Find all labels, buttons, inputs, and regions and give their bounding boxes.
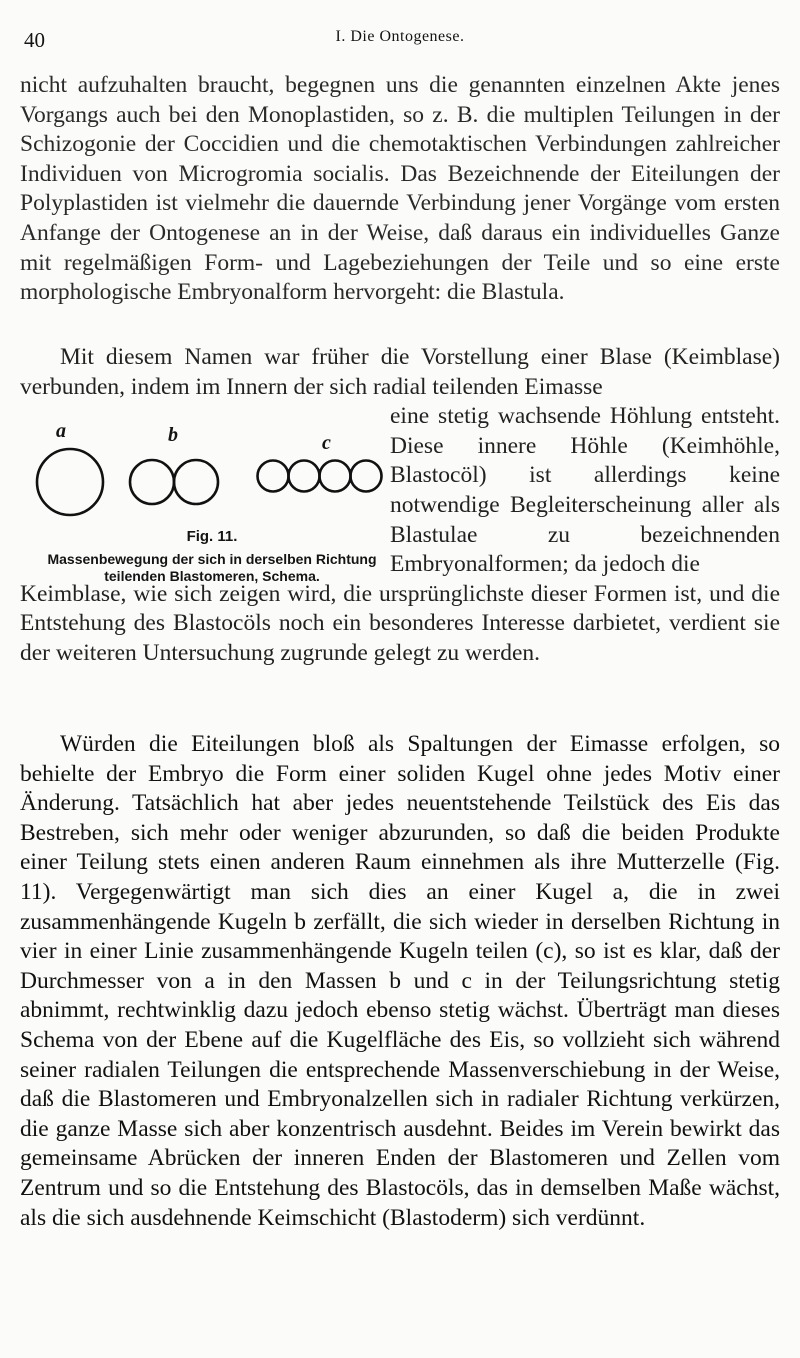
label-c: c	[322, 432, 331, 454]
paragraph-1: nicht aufzuhalten braucht, begegnen uns die genannten einzelnen Akte jenes Vorgangs auch bei den Monoplastiden, so z. B. die multiplen Teilungen in der Schizogonie der Coccidien und die chemotaktischen Verbindungen zahlreicher Individuen von Microgromia socialis. Das Bezeichnende der Eiteilungen der Polyplastiden ist vielmehr die dauernde Verbindung jener Vorgänge vom ersten Anfange der Ontogenese an in der Weise, daß daraus ein individuelles Ganze mit regelmäßigen Form- und Lagebeziehungen der Teile und so eine erste morphologische Embryonalform hervorgeht: die Blastula.	[20, 72, 780, 306]
page-header	[20, 28, 780, 58]
sphere-b-right	[174, 460, 218, 504]
sphere-c-2	[289, 461, 320, 492]
paragraph-2-tail: Keimblase, wie sich zeigen wird, die ursprünglichste dieser Formen ist, und die Entstehung des Blastocöls noch ein besonderes Interesse darbietet, verdient sie der weiteren Untersuchung zugrunde gelegt zu werden.	[20, 580, 780, 666]
label-b: b	[168, 424, 178, 446]
figure-number: Fig. 11.	[186, 528, 238, 545]
figure-11-diagram	[22, 420, 402, 530]
paragraph-2-lead: Mit diesem Namen war früher die Vorstellung einer Blase (Keimblase) verbunden, indem im Innern der sich radial teilenden Eimasse	[20, 344, 780, 400]
running-title: I. Die Ontogenese.	[335, 28, 465, 45]
label-a: a	[56, 420, 66, 442]
paragraph-3: Würden die Eiteilungen bloß als Spaltungen der Eimasse erfolgen, so behielte der Embryo die Form einer soliden Kugel ohne jedes Motiv einer Änderung. Tatsächlich hat aber jedes neuentstehende Teilstück des Eis das Bestreben, sich mehr oder weniger abzurunden, so daß die beiden Produkte einer Teilung stets einen anderen Raum einnehmen als ihre Mutterzelle (Fig. 11). Vergegenwärtigt man sich dies an einer Kugel a, die in zwei zusammenhängende Kugeln b zerfällt, die sich wieder in derselben Richtung in vier in einer Linie zusammenhängende Kugeln teilen (c), so ist es klar, daß der Durchmesser von a in den Massen b und c in der Teilungsrichtung stetig abnimmt, rechtwinklig dazu jedoch ebenso stetig wächst. Überträgt man dieses Schema von der Ebene auf die Kugelfläche des Eis, so vollzieht sich während seiner radialen Teilungen die entsprechende Massenverschiebung in der Weise, daß die Blastomeren und Embryonalzellen sich in radialer Richtung verkürzen, die ganze Masse sich aber konzentrisch ausdehnt. Beides im Verein bewirkt das gemeinsame Abrücken der inneren Enden der Blastomeren und Zellen vom Zentrum und so die Entstehung des Blastocöls, das in demselben Maße wächst, als die sich ausdehnende Keimschicht (Blastoderm) sich verdünnt.	[20, 731, 780, 1231]
sphere-c-4	[351, 461, 382, 492]
sphere-b-left	[130, 460, 174, 504]
figure-11	[22, 420, 402, 600]
sphere-a	[37, 449, 103, 515]
figure-caption	[22, 528, 402, 585]
page-number: 40	[24, 28, 45, 52]
figure-caption-text: Massenbewegung der sich in derselben Richtung teilenden Blastomeren, Schema.	[47, 551, 377, 584]
paragraph-2-wrapped: eine stetig wachsende Höhlung entsteht. Diese innere Höhle (Keimhöhle, Blastocöl) ist allerdings keine notwendige Begleiterscheinung aller als Blastulae zu bezeichnenden Embryonalformen; da jedoch die	[390, 403, 780, 578]
sphere-c-3	[320, 461, 351, 492]
sphere-c-1	[258, 461, 289, 492]
